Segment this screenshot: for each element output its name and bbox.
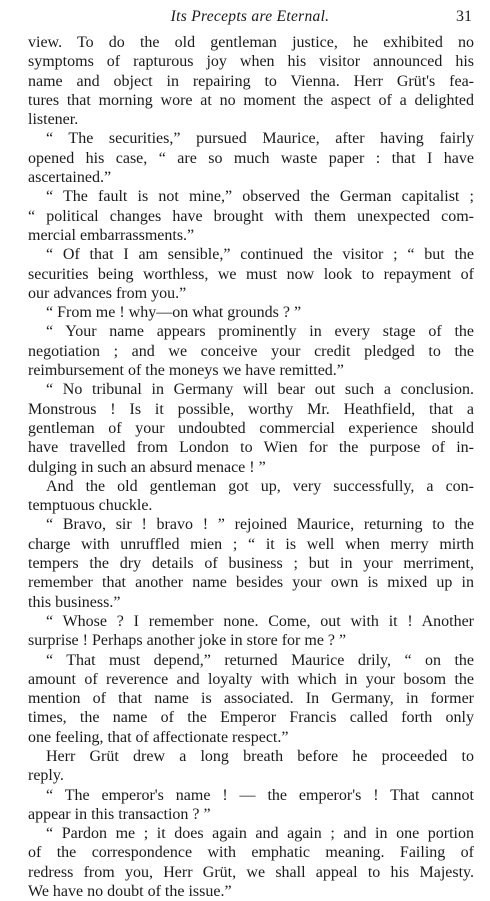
text-line: “ No tribunal in Germany will bear out such a conclusion. — [46, 381, 474, 399]
text-line: listener. — [28, 111, 79, 129]
page-header — [28, 8, 472, 30]
page-number: 31 — [456, 8, 472, 25]
text-line: surprise ! Perhaps another joke in store for me ? ” — [28, 632, 347, 650]
text-line: “ The fault is not mine,” observed the German capitalist ; — [46, 188, 474, 206]
text-line: “ Pardon me ; it does again and again ; and in one portion — [46, 825, 474, 843]
text-line: times, the name of the Emperor Francis called forth only — [28, 709, 474, 727]
text-line: our advances from you.” — [28, 284, 187, 302]
text-line: gentleman of your undoubted commercial experience should — [28, 419, 474, 437]
text-line: appear in this transaction ? ” — [28, 805, 211, 823]
body-text — [28, 33, 474, 901]
text-line: amount of reverence and loyalty with which in your bosom the — [28, 670, 474, 688]
text-line: of the correspondence with emphatic meaning. Failing of — [28, 844, 474, 862]
text-line: reply. — [28, 767, 64, 785]
text-line: reimbursement of the moneys we have remitted.” — [28, 362, 344, 380]
text-line: name and object in repairing to Vienna. Herr Grüt's fea- — [28, 72, 474, 90]
text-line: “ Of that I am sensible,” continued the visitor ; “ but the — [46, 246, 474, 264]
text-line: charge with unruffled mien ; “ it is well when merry mirth — [28, 535, 474, 553]
text-line: “ From me ! why—on what grounds ? ” — [46, 304, 302, 322]
text-line: mention of that name is associated. In Germany, in former — [28, 690, 474, 708]
text-line: tures that morning wore at no moment the aspect of a delighted — [28, 91, 474, 109]
text-line: “ The securities,” pursued Maurice, after having fairly — [46, 130, 474, 148]
text-line: temptuous chuckle. — [28, 497, 153, 515]
text-line: dulging in such an absurd menace ! ” — [28, 458, 266, 476]
running-title: Its Precepts are Eternal. — [170, 8, 330, 25]
text-line: Herr Grüt drew a long breath before he proceeded to — [46, 747, 474, 765]
text-line: ascertained.” — [28, 169, 112, 187]
text-line: have travelled from London to Wien for the purpose of in- — [28, 439, 474, 457]
text-line: securities being worthless, we must now look to repayment of — [28, 265, 474, 283]
text-line: this business.” — [28, 593, 121, 611]
text-line: “ Bravo, sir ! bravo ! ” rejoined Maurice, returning to the — [46, 516, 474, 534]
text-line: view. To do the old gentleman justice, he exhibited no — [28, 34, 474, 51]
text-line: And the old gentleman got up, very successfully, a con- — [46, 477, 474, 495]
text-line: symptoms of rapturous joy when his visitor announced his — [28, 53, 474, 71]
text-line: “ The emperor's name ! — the emperor's ! That cannot — [46, 786, 474, 804]
text-line: Monstrous ! Is it possible, worthy Mr. Heathfield, that a — [28, 400, 474, 418]
text-line: opened his case, “ are so much waste paper : that I have — [28, 149, 474, 167]
text-line: redress from you, Herr Grüt, we shall appeal to his Majesty. — [28, 863, 474, 881]
text-line: remember that another name besides your own is mixed up in — [28, 574, 474, 592]
text-line: negotiation ; and we conceive your credit pledged to the — [28, 342, 474, 360]
text-line: mercial embarrassments.” — [28, 226, 195, 244]
text-line: “ Your name appears prominently in every stage of the — [46, 323, 474, 341]
text-line: “ Whose ? I remember none. Come, out with it ! Another — [46, 612, 474, 630]
text-line: tempers the dry details of business ; but in your merriment, — [28, 555, 474, 573]
text-line: “ political changes have brought with them unexpected com- — [28, 207, 474, 225]
text-line: “ That must depend,” returned Maurice drily, “ on the — [46, 651, 474, 669]
text-line: We have no doubt of the issue.” — [28, 883, 232, 901]
text-line: one feeling, that of affectionate respect.” — [28, 728, 289, 746]
